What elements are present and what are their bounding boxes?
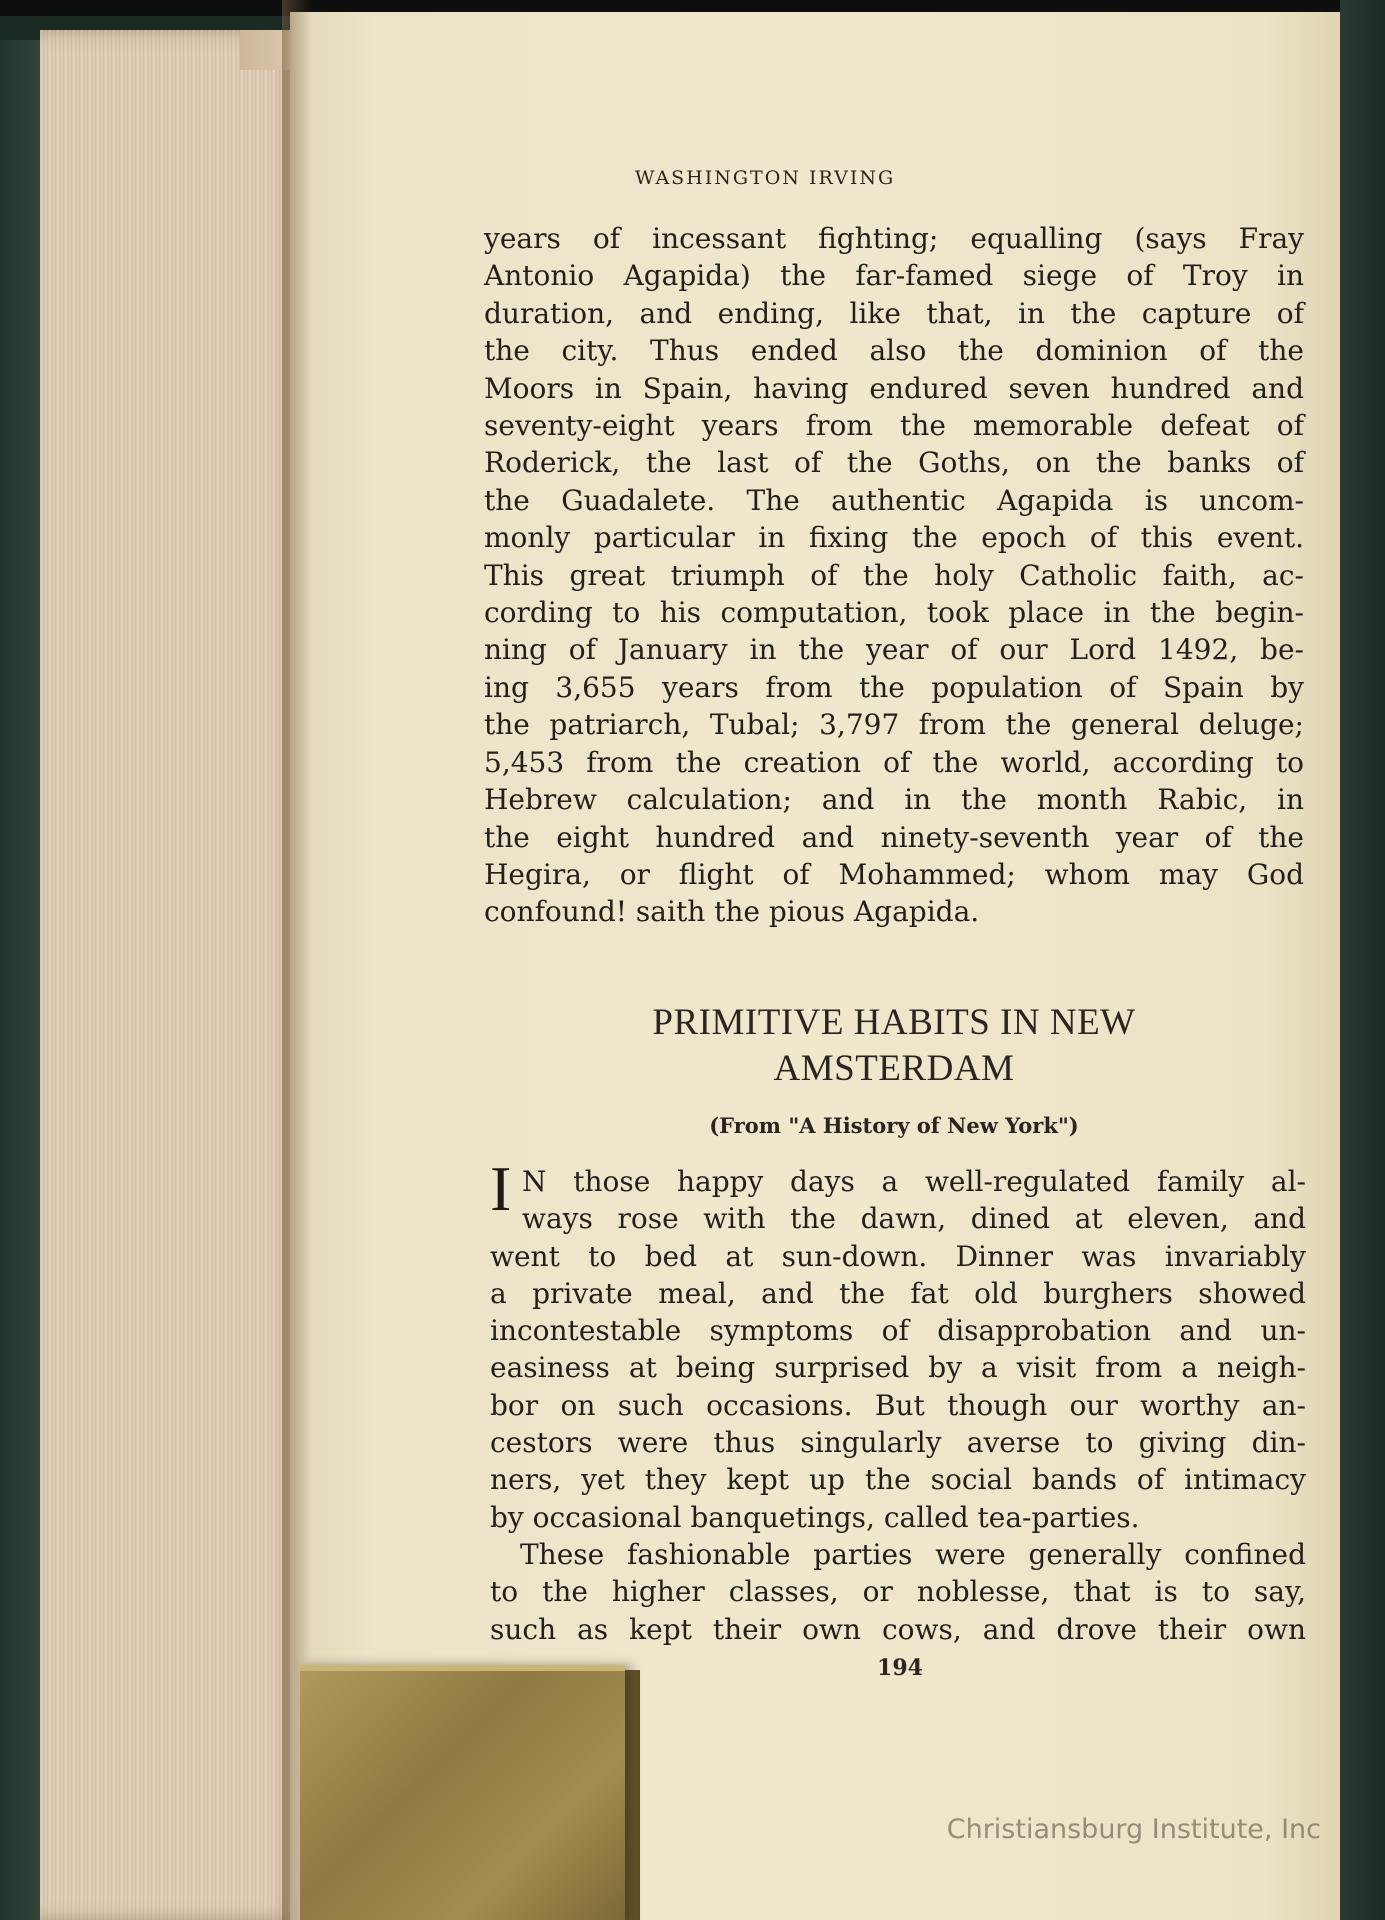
text-line: the Guadalete. The authentic Agapida is uncom- xyxy=(484,483,1304,517)
text-line: seventy-eight years from the memorable defeat of xyxy=(484,409,1304,443)
section-heading-line: AMSTERDAM xyxy=(773,1048,1015,1089)
gutter-shadow xyxy=(282,0,312,1920)
text-line: Roderick, the last of the Goths, on the banks of xyxy=(484,446,1304,480)
text-line: went to bed at sun-down. Dinner was invariably xyxy=(490,1239,1306,1273)
text-line: the eight hundred and ninety-seventh year of the xyxy=(484,820,1304,854)
text-line: ways rose with the dawn, dined at eleven, and xyxy=(522,1202,1306,1236)
left-page-stack xyxy=(40,30,300,1920)
text-line: ners, yet they kept up the social bands of intimacy xyxy=(490,1463,1306,1497)
watermark: Christiansburg Institute, Inc xyxy=(946,1814,1321,1845)
drop-cap: I xyxy=(490,1153,512,1224)
text-line: monly particular in fixing the epoch of this event. xyxy=(484,521,1304,555)
text-line: to the higher classes, or noblesse, that is to say, xyxy=(490,1575,1306,1609)
text-line: bor on such occasions. But though our worthy an- xyxy=(490,1388,1306,1422)
text-line: the city. Thus ended also the dominion of the xyxy=(484,334,1304,368)
text-line: N those happy days a well-regulated family al- xyxy=(522,1165,1306,1198)
text-line: incontestable symptoms of disapprobation and un- xyxy=(490,1314,1306,1348)
text-line: This great triumph of the holy Catholic faith, ac- xyxy=(484,558,1304,592)
text-line: a private meal, and the fat old burghers showed xyxy=(490,1276,1306,1310)
text-line: ning of January in the year of our Lord 1492, be- xyxy=(484,633,1304,667)
text-line: Moors in Spain, having endured seven hundred and xyxy=(484,371,1304,405)
section-heading xyxy=(484,1000,1304,1092)
text-line: such as kept their own cows, and drove their own xyxy=(490,1612,1306,1646)
paragraph-1 xyxy=(484,220,1304,931)
right-cover xyxy=(1340,0,1385,1920)
text-line: duration, and ending, like that, in the capture of xyxy=(484,296,1304,330)
section-heading-line: PRIMITIVE HABITS IN NEW xyxy=(652,1002,1136,1043)
paragraph-2 xyxy=(490,1163,1306,1648)
text-line: Antonio Agapida) the far-famed siege of Troy in xyxy=(484,259,1304,293)
text-line: by occasional banquetings, called tea-parties. xyxy=(490,1500,1140,1534)
text-line: Hegira, or flight of Mohammed; whom may God xyxy=(484,857,1304,891)
text-line: Hebrew calculation; and in the month Rabic, in xyxy=(484,783,1304,817)
page-number: 194 xyxy=(877,1655,923,1681)
section-subheading: (From "A History of New York") xyxy=(709,1113,1079,1138)
text-line: These fashionable parties were generally confined xyxy=(520,1537,1306,1571)
text-line: confound! saith the pious Agapida. xyxy=(484,895,980,929)
text-line: the patriarch, Tubal; 3,797 from the general deluge; xyxy=(484,708,1304,742)
text-line: 5,453 from the creation of the world, according to xyxy=(484,745,1304,779)
text-line: years of incessant fighting; equalling (says Fray xyxy=(484,222,1304,255)
text-line: cestors were thus singularly averse to giving din- xyxy=(490,1426,1306,1460)
text-line: cording to his computation, took place in the begin- xyxy=(484,596,1304,630)
text-line: ing 3,655 years from the population of Spain by xyxy=(484,670,1304,704)
running-head: WASHINGTON IRVING xyxy=(634,167,896,189)
book-weight xyxy=(300,1665,625,1920)
text-line: easiness at being surprised by a visit from a neigh- xyxy=(490,1351,1306,1385)
